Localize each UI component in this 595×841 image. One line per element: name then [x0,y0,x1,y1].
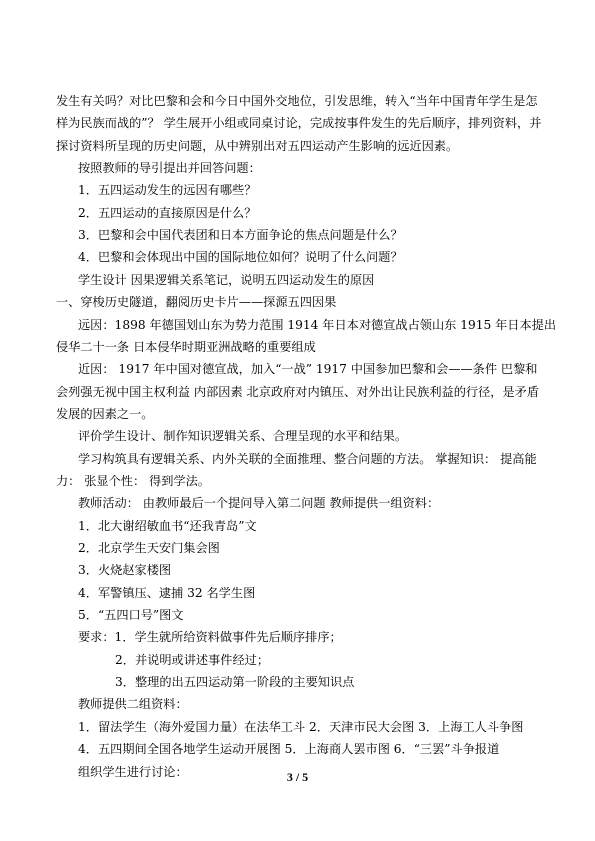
requirement-line: 3．整理的出五四运动第一阶段的主要知识点 [115,675,355,689]
material-item: 1．留法学生（海外爱国力量）在法华工斗 2．天津市民大会图 3．上海工人斗争图 [78,720,524,734]
material-item: 2．北京学生天安门集会图 [78,541,220,555]
paragraph-line: 学习构筑具有逻辑关系、内外关联的全面推理、整合问题的方法。 掌握知识： 提高能 [78,452,537,466]
question-item: 4．巴黎和会体现出中国的国际地位如何？说明了什么问题？ [78,250,403,264]
material-item: 5．“五四口号”图文 [78,608,184,622]
paragraph-line: 力： 张显个性： 得到学法。 [56,474,210,488]
paragraph-line: 发展的因素之一。 [56,407,154,421]
paragraph-line: 发生有关吗？对比巴黎和会和今日中国外交地位，引发思维，转入“当年中国青年学生是怎 [56,94,538,108]
instruction-line: 按照教师的导引提出并回答问题： [78,161,261,175]
paragraph-line: 侵华二十一条 日本侵华时期亚洲战略的重要组成 [56,340,316,354]
teacher-activity-line: 教师活动： 由教师最后一个提问导入第二问题 教师提供一组资料： [78,496,440,510]
design-line: 学生设计 因果逻辑关系笔记，说明五四运动发生的原因 [78,273,375,287]
material-item: 4．军警镇压、逮捕 32 名学生图 [78,586,256,600]
requirement-line: 要求：1．学生就所给资料做事件先后顺序排序； [78,630,342,644]
material-item: 4．五四期间全国各地学生运动开展图 5．上海商人罢市图 6．“三罢”斗争报道 [78,742,500,756]
material-item: 1．北大谢绍敏血书“还我青岛”文 [78,519,257,533]
question-item: 1．五四运动发生的远因有哪些？ [78,183,257,197]
requirement-line: 2．并说明或讲述事件经过； [115,653,270,667]
paragraph-line: 近因： 1917 年中国对德宣战，加入“一战” 1917 中国参加巴黎和会——条件 巴黎和 [78,362,538,376]
discussion-line: 组织学生进行讨论： [78,765,188,779]
paragraph-line: 会列强无视中国主权利益 内部因素 北京政府对内镇压、对外出让民族利益的行径，是矛盾 [56,385,540,399]
page-number: 3 / 5 [286,770,309,784]
material-item: 3．火烧赵家楼图 [78,563,172,577]
question-item: 3．巴黎和会中国代表团和日本方面争论的焦点问题是什么？ [78,228,403,242]
paragraph-line: 样为民族而战的”？ 学生展开小组或同桌讨论，完成按事件发生的先后顺序，排列资料，并 [56,116,542,130]
paragraph-line: 远因：1898 年德国划山东为势力范围 1914 年日本对德宣战占领山东 1915 年日本提出 [78,318,557,332]
paragraph-line: 探讨资料所呈现的历史问题，从中辨别出对五四运动产生影响的远近因素。 [56,139,459,153]
paragraph-line: 评价学生设计、制作知识逻辑关系、合理呈现的水平和结果。 [78,429,408,443]
material-heading: 教师提供二组资料： [78,697,188,711]
section-heading: 一、穿梭历史隧道，翻阅历史卡片——探源五四因果 [56,295,337,309]
question-item: 2．五四运动的直接原因是什么？ [78,206,257,220]
